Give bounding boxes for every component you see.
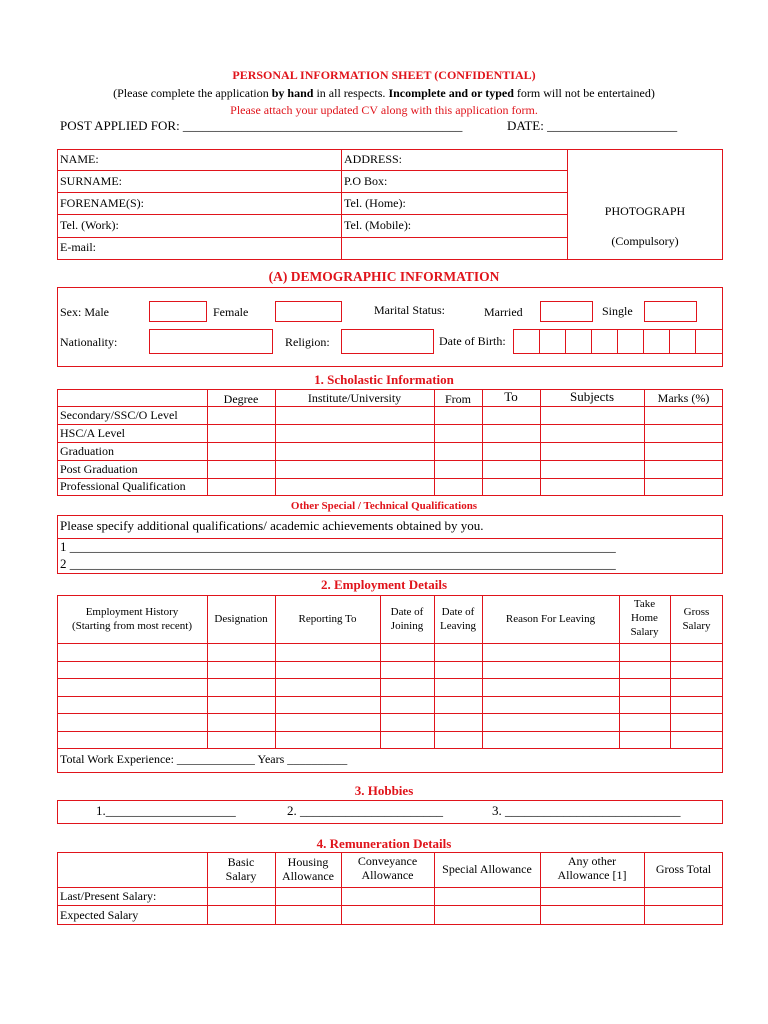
hobby-3[interactable]: 3. ___________________________ bbox=[492, 803, 681, 818]
female-label: Female bbox=[213, 305, 249, 319]
remuneration-heading: 4. Remuneration Details bbox=[316, 836, 452, 851]
sex-male-label: Sex: Male bbox=[60, 305, 109, 319]
nationality-label: Nationality: bbox=[60, 335, 118, 349]
name-field[interactable]: NAME: bbox=[60, 152, 99, 166]
col-employment-history: Employment History (Starting from most recent) bbox=[71, 606, 193, 632]
col-reporting-to: Reporting To bbox=[298, 613, 357, 625]
marital-status-label: Marital Status: bbox=[374, 303, 445, 317]
scholastic-heading: 1. Scholastic Information bbox=[314, 372, 454, 387]
col-date-joining: Date of Joining bbox=[390, 606, 424, 632]
hobby-1[interactable]: 1.____________________ bbox=[96, 803, 236, 818]
employment-heading: 2. Employment Details bbox=[320, 577, 448, 592]
married-checkbox[interactable] bbox=[540, 301, 593, 322]
col-subjects: Subjects bbox=[569, 389, 615, 404]
row-post-graduation: Post Graduation bbox=[60, 462, 138, 476]
total-work-experience[interactable]: Total Work Experience: _____________ Years __________ bbox=[60, 752, 348, 766]
col-gross-salary: Gross Salary bbox=[682, 606, 711, 632]
row-professional: Professional Qualification bbox=[60, 479, 186, 493]
instructions: (Please complete the application by hand in all respects. Incomplete and or typed form will not be entertained) bbox=[113, 86, 655, 100]
col-special-allowance: Special Allowance bbox=[442, 862, 532, 876]
col-any-other-allowance: Any other Allowance [1] bbox=[557, 854, 627, 882]
row-hsc: HSC/A Level bbox=[60, 426, 125, 440]
po-box-field[interactable]: P.O Box: bbox=[344, 174, 388, 188]
col-housing-allowance: Housing Allowance bbox=[282, 855, 334, 883]
col-designation: Designation bbox=[214, 613, 268, 625]
col-reason-leaving: Reason For Leaving bbox=[505, 613, 596, 625]
form-title: PERSONAL INFORMATION SHEET (CONFIDENTIAL) bbox=[232, 68, 536, 82]
row-graduation: Graduation bbox=[60, 444, 114, 458]
married-label: Married bbox=[484, 305, 523, 319]
col-institute: Institute/University bbox=[307, 391, 402, 405]
nationality-input[interactable] bbox=[149, 329, 273, 354]
col-date-leaving: Date of Leaving bbox=[439, 606, 477, 632]
col-conveyance-allowance: Conveyance Allowance bbox=[357, 854, 418, 882]
religion-label: Religion: bbox=[285, 335, 330, 349]
surname-field[interactable]: SURNAME: bbox=[60, 174, 123, 188]
single-checkbox[interactable] bbox=[644, 301, 697, 322]
demographic-heading: (A) DEMOGRAPHIC INFORMATION bbox=[268, 269, 500, 284]
tel-mobile-field[interactable]: Tel. (Mobile): bbox=[344, 218, 412, 232]
email-field[interactable]: E-mail: bbox=[60, 240, 96, 254]
row-expected-salary: Expected Salary bbox=[60, 908, 139, 922]
qualification-line-1[interactable]: 1 ____________________________________________________________________________________ bbox=[60, 539, 616, 554]
col-marks: Marks (%) bbox=[657, 391, 710, 405]
tel-work-field[interactable]: Tel. (Work): bbox=[60, 218, 119, 232]
col-take-home-salary: Take Home Salary bbox=[630, 598, 659, 638]
other-quals-prompt: Please specify additional qualifications/ academic achievements obtained by you. bbox=[60, 518, 484, 533]
demographic-box bbox=[57, 287, 723, 367]
col-to: To bbox=[504, 389, 518, 404]
row-last-present-salary: Last/Present Salary: bbox=[60, 889, 157, 903]
qualification-line-2[interactable]: 2 ____________________________________________________________________________________ bbox=[60, 556, 616, 571]
photograph-placeholder[interactable]: PHOTOGRAPH (Compulsory) bbox=[604, 204, 686, 248]
single-label: Single bbox=[602, 304, 633, 318]
hobby-2[interactable]: 2. ______________________ bbox=[287, 803, 443, 818]
row-secondary: Secondary/SSC/O Level bbox=[60, 408, 178, 422]
forename-field[interactable]: FORENAME(S): bbox=[60, 196, 145, 210]
col-gross-total: Gross Total bbox=[655, 862, 712, 876]
religion-input[interactable] bbox=[341, 329, 434, 354]
dob-input[interactable] bbox=[513, 329, 723, 354]
dob-label: Date of Birth: bbox=[439, 334, 506, 348]
tel-home-field[interactable]: Tel. (Home): bbox=[344, 196, 406, 210]
col-basic-salary: Basic Salary bbox=[225, 855, 257, 883]
female-checkbox[interactable] bbox=[275, 301, 342, 322]
col-from: From bbox=[444, 392, 471, 406]
date-field[interactable]: DATE: ____________________ bbox=[507, 118, 678, 133]
male-checkbox[interactable] bbox=[149, 301, 207, 322]
col-degree: Degree bbox=[223, 392, 259, 406]
attach-cv-note: Please attach your updated CV along with this application form. bbox=[230, 103, 538, 117]
hobbies-heading: 3. Hobbies bbox=[354, 783, 414, 798]
address-field[interactable]: ADDRESS: bbox=[344, 152, 403, 166]
other-quals-heading: Other Special / Technical Qualifications bbox=[290, 500, 478, 512]
post-applied-field[interactable]: POST APPLIED FOR: ___________________________________________ bbox=[60, 118, 463, 133]
